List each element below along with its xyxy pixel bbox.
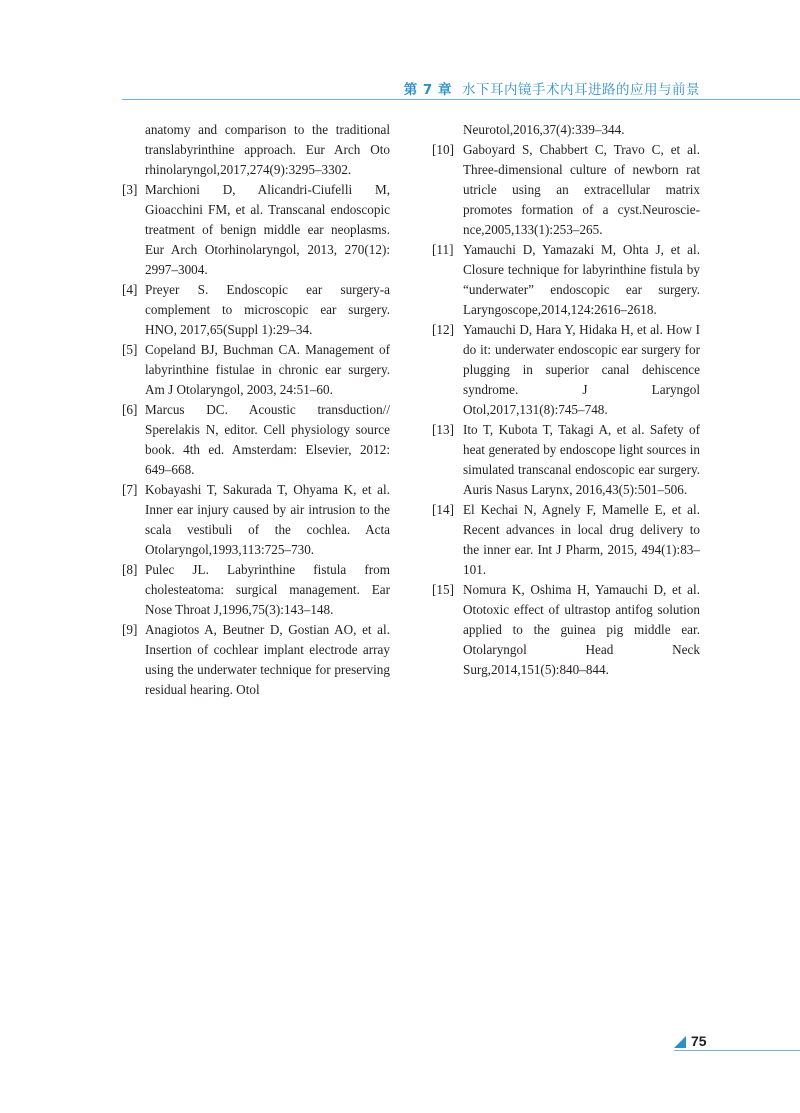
reference-text: Yamauchi D, Hara Y, Hidaka H, et al. How I do it: underwater endoscopic ear surgery for plugging in superior canal dehiscence syndrome. J Laryngol Otol,2017,131(8):745–748. (463, 322, 700, 417)
header-divider (122, 99, 800, 100)
references-left-column (122, 120, 390, 700)
reference-text: Copeland BJ, Buchman CA. Management of labyrinthine fistulae in chronic ear surgery. Am J Otolaryngol, 2003, 24:51–60. (145, 342, 390, 397)
reference-number: [11] (432, 242, 454, 257)
reference-item (122, 560, 390, 620)
chapter-title: 水下耳内镜手术内耳进路的应用与前景 (462, 82, 700, 98)
reference-item (122, 620, 390, 700)
footer-divider (674, 1050, 800, 1051)
reference-number: [5] (122, 342, 138, 357)
reference-number: [8] (122, 562, 138, 577)
reference-number: [13] (432, 422, 454, 437)
reference-text: Yamauchi D, Yamazaki M, Ohta J, et al. Closure technique for labyrinthine fistula by “underwater” endoscopic ear surgery. Laryngoscope,2014,124:2616–2618. (463, 242, 700, 317)
page-footer (0, 1033, 800, 1066)
reference-number: [15] (432, 582, 454, 597)
reference-text: Anagiotos A, Beutner D, Gostian AO, et al. Insertion of cochlear implant electrode array using the underwater technique for preserving residual hearing. Otol (145, 622, 390, 697)
reference-text: Ito T, Kubota T, Takagi A, et al. Safety of heat generated by endoscope light sources in simulated transcanal endoscopic ear surgery. Auris Nasus Larynx, 2016,43(5):501–506. (463, 422, 700, 497)
reference-number: [3] (122, 182, 138, 197)
chapter-heading (404, 78, 700, 98)
triangle-marker-icon (674, 1036, 686, 1048)
reference-item (432, 500, 700, 580)
reference-item (122, 180, 390, 280)
reference-text: Pulec JL. Labyrinthine fistula from cholesteatoma: surgical management. Ear Nose Throat J,1996,75(3):143–148. (145, 562, 390, 617)
reference-number: [9] (122, 622, 138, 637)
reference-text: Preyer S. Endoscopic ear surgery-a complement to microscopic ear surgery. HNO, 2017,65(Suppl 1):29–34. (145, 282, 390, 337)
reference-number: [4] (122, 282, 138, 297)
reference-item (432, 320, 700, 420)
chapter-label: 第 7 章 (403, 82, 452, 98)
reference-text: Nomura K, Oshima H, Yamauchi D, et al. Ototoxic effect of ultrastop antifog solution applied to the guinea pig middle ear. Otolaryngol Head Neck Surg,2014,151(5):840–844. (463, 582, 700, 677)
page-number: 75 (691, 1033, 707, 1049)
reference-number: [14] (432, 502, 454, 517)
page-header (0, 72, 800, 102)
reference-text: Kobayashi T, Sakurada T, Ohyama K, et al. Inner ear injury caused by air intrusion to the scala vestibuli of the cochlea. Acta Otolaryngol,1993,113:725–730. (145, 482, 390, 557)
reference-item (432, 140, 700, 240)
reference-text: Marchioni D, Alicandri-Ciufelli M, Gioacchini FM, et al. Transcanal endoscopic treatment of benign middle ear neoplasms. Eur Arch Otorhinolaryngol, 2013, 270(12): 2997–3004. (145, 182, 390, 277)
reference-item (432, 420, 700, 500)
reference-item (432, 580, 700, 680)
reference-number: [7] (122, 482, 138, 497)
reference-item (122, 400, 390, 480)
reference-number: [10] (432, 142, 454, 157)
reference-text: anatomy and comparison to the traditional translabyrinthine approach. Eur Arch Oto rhinolaryngol,2017,274(9):3295–3302. (145, 122, 390, 177)
references-right-column (432, 120, 700, 680)
reference-text: El Kechai N, Agnely F, Mamelle E, et al. Recent advances in local drug delivery to the inner ear. Int J Pharm, 2015, 494(1):83–101. (463, 502, 700, 577)
reference-item (122, 120, 390, 180)
reference-item (122, 280, 390, 340)
reference-item (432, 120, 700, 140)
reference-number: [6] (122, 402, 138, 417)
reference-number: [12] (432, 322, 454, 337)
reference-text: Gaboyard S, Chabbert C, Travo C, et al. Three-dimensional culture of newborn rat utricle using an extracellular matrix promotes formation of a cyst.Neuroscie-nce,2005,133(1):253–265. (463, 142, 700, 237)
reference-item (122, 480, 390, 560)
reference-item (432, 240, 700, 320)
reference-text: Neurotol,2016,37(4):339–344. (463, 122, 625, 137)
reference-item (122, 340, 390, 400)
reference-text: Marcus DC. Acoustic transduction// Sperelakis N, editor. Cell physiology source book. 4th ed. Amsterdam: Elsevier, 2012: 649–668. (145, 402, 390, 477)
